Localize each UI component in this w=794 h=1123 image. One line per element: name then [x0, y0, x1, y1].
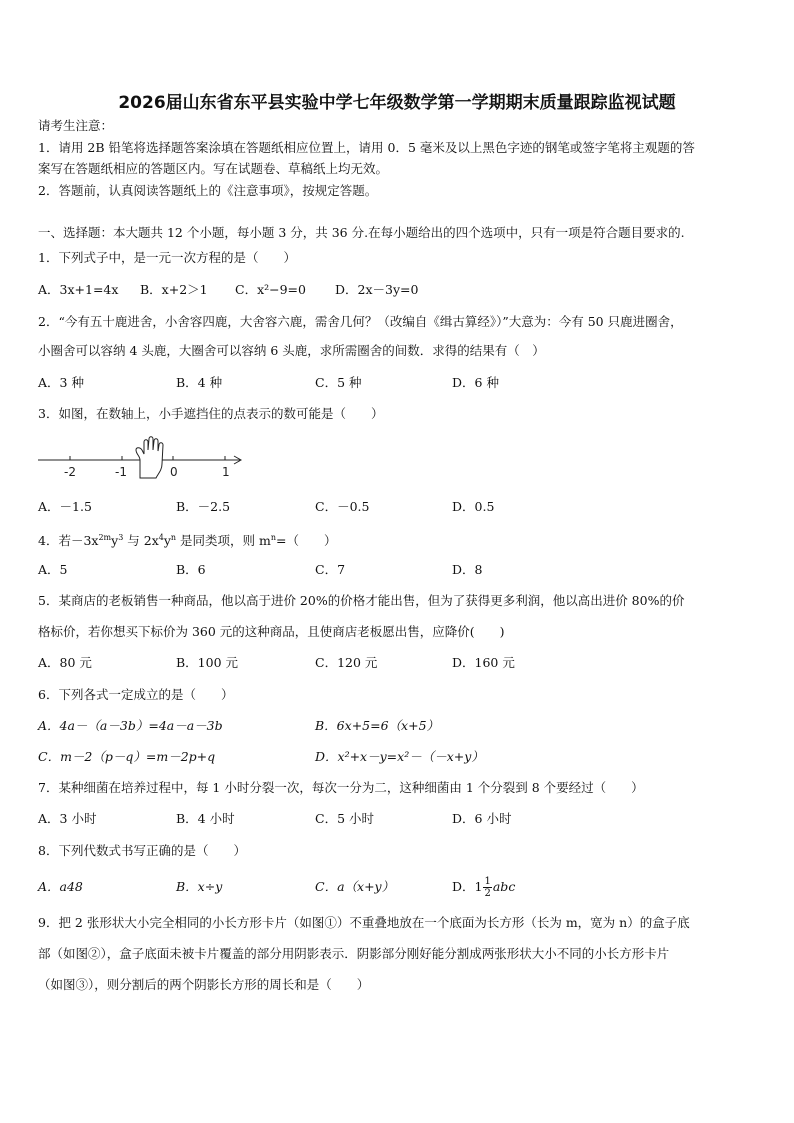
question-7-stem: 7．某种细菌在培养过程中，每 1 小时分裂一次，每次一分为二，这种细菌由 1 个分裂到 8 个要经过（ ）: [38, 780, 644, 795]
fraction-one-half: $\frac{1}{2}$: [484, 876, 491, 899]
q1-option-c: C．x²−9=0: [235, 282, 306, 297]
q1-option-a: A．3x+1=4x: [38, 282, 119, 297]
q3-option-b: B．－2.5: [176, 499, 231, 514]
q7-option-b: B．4 小时: [176, 811, 235, 826]
notice-item-1: 1．请用 2B 铅笔将选择题答案涂填在答题纸相应位置上，请用 0．5 毫米及以上黑色字迹的钢笔或签字笔将主观题的答: [38, 140, 695, 155]
q1-option-b: B．x+2＞1: [140, 282, 208, 297]
question-1-stem: 1．下列式子中，是一元一次方程的是（ ）: [38, 250, 296, 265]
q2-option-a: A．3 种: [38, 375, 84, 390]
q6-option-a: A．4a－（a－3b）=4a－a－3b: [38, 718, 223, 733]
question-9-stem-end: （如图③），则分割后的两个阴影长方形的周长和是（ ）: [38, 977, 370, 992]
q7-option-a: A．3 小时: [38, 811, 97, 826]
q6-option-b: B．6x+5=6（x+5）: [315, 718, 440, 733]
notice-heading: 请考生注意：: [38, 118, 114, 133]
hand-icon: [136, 437, 163, 478]
q5-option-b: B．100 元: [176, 655, 239, 670]
number-line-figure: [36, 436, 248, 482]
question-2-stem: 2．“今有五十鹿进舍，小舍容四鹿，大舍容六鹿，需舍几何？（改编自《缉古算经》）”大意为：今有 50 只鹿进圈舍，: [38, 314, 683, 329]
axis-label-neg1: -1: [115, 465, 127, 479]
q3-option-c: C．－0.5: [315, 499, 370, 514]
q4-option-a: A．5: [38, 562, 68, 577]
section-heading: 一、选择题：本大题共 12 个小题，每小题 3 分，共 36 分.在每小题给出的四个选项中，只有一项是符合题目要求的.: [38, 225, 685, 240]
axis-label-0: 0: [170, 465, 178, 479]
axis-label-neg2: -2: [64, 465, 76, 479]
q3-option-d: D．0.5: [452, 499, 495, 514]
q4-option-b: B．6: [176, 562, 206, 577]
q5-option-c: C．120 元: [315, 655, 378, 670]
q4-option-d: D．8: [452, 562, 483, 577]
q8-option-b: B．x÷y: [176, 879, 223, 894]
q6-option-c: C．m－2（p－q）=m－2p+q: [38, 749, 216, 764]
q3-option-a: A．－1.5: [38, 499, 92, 514]
q2-option-c: C．5 种: [315, 375, 362, 390]
q5-option-d: D．160 元: [452, 655, 515, 670]
question-5-stem-cont: 格标价，若你想买下标价为 360 元的这种商品，且使商店老板愿出售，应降价( ): [38, 624, 505, 639]
q2-option-b: B．4 种: [176, 375, 223, 390]
q1-option-d: D．2x－3y=0: [335, 282, 419, 297]
notice-item-2: 2．答题前，认真阅读答题纸上的《注意事项》，按规定答题。: [38, 183, 378, 198]
q6-option-d: D．x²+x－y=x²－（－x+y）: [315, 749, 484, 764]
axis-label-1: 1: [222, 465, 230, 479]
notice-item-1-cont: 案写在答题纸相应的答题区内。写在试题卷、草稿纸上均无效。: [38, 161, 389, 176]
question-8-stem: 8．下列代数式书写正确的是（ ）: [38, 843, 246, 858]
page-title: 2026届山东省东平县实验中学七年级数学第一学期期末质量跟踪监视试题: [118, 93, 676, 113]
question-3-stem: 3．如图，在数轴上，小手遮挡住的点表示的数可能是（ ）: [38, 406, 384, 421]
q5-option-a: A．80 元: [38, 655, 92, 670]
q7-option-d: D．6 小时: [452, 811, 512, 826]
q7-option-c: C．5 小时: [315, 811, 374, 826]
question-5-stem: 5．某商店的老板销售一种商品，他以高于进价 20%的价格才能出售，但为了获得更多利润，他以高出进价 80%的价: [38, 593, 685, 608]
question-4-stem: 4．若$-3x^{2m}y^3$ 与 $2x^4y^n$ 是同类项，则 $m^n=$（ ）: [38, 533, 337, 549]
question-2-stem-cont: 小圈舍可以容纳 4 头鹿，大圈舍可以容纳 6 头鹿，求所需圈舍的间数．求得的结果有（ ）: [38, 343, 545, 358]
question-9-stem-cont: 部（如图②），盒子底面未被卡片覆盖的部分用阴影表示．阴影部分刚好能分割成两张形状大小不同的小长方形卡片: [38, 946, 670, 961]
q4-option-c: C．7: [315, 562, 346, 577]
q8-option-d: D．1 $\frac{1}{2}$ abc: [452, 876, 516, 899]
q2-option-d: D．6 种: [452, 375, 499, 390]
q8-option-a: A．a48: [38, 879, 83, 894]
question-6-stem: 6．下列各式一定成立的是（ ）: [38, 687, 234, 702]
question-9-stem: 9．把 2 张形状大小完全相同的小长方形卡片（如图①）不重叠地放在一个底面为长方形（长为 m，宽为 n）的盒子底: [38, 915, 690, 930]
q8-option-c: C．a（x+y）: [315, 879, 395, 894]
